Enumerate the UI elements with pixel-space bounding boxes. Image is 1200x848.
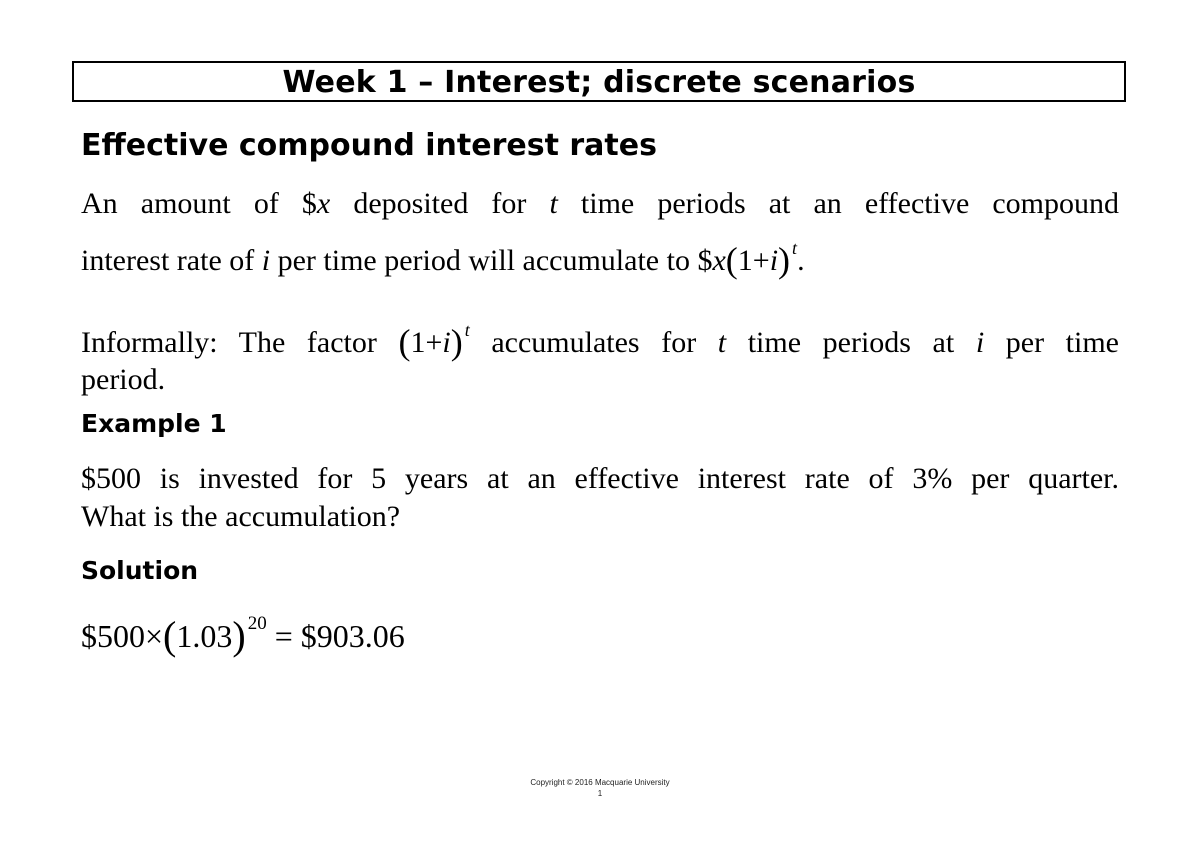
title-box: [72, 61, 1126, 102]
formula-base: 1.03: [176, 618, 233, 654]
formula-exponent: 20: [247, 613, 267, 634]
footer-copyright: Copyright © 2016 Macquarie University: [530, 778, 670, 787]
section-heading: Effective compound interest rates: [81, 128, 657, 163]
page-number: 1: [597, 789, 603, 798]
text-run: An amount of $: [81, 187, 317, 220]
example-heading: Example 1: [81, 409, 227, 438]
math-one-plus: 1+: [410, 326, 443, 359]
example-paragraph: [81, 460, 1119, 536]
text-run: per time period will accumulate to $: [270, 244, 713, 277]
text-run: .: [797, 244, 805, 277]
text-run: Informally: The factor: [81, 326, 399, 359]
solution-formula: [81, 612, 405, 659]
informal-paragraph: [81, 302, 1119, 402]
paren-open: (: [163, 613, 177, 658]
text-run: per time: [984, 326, 1119, 359]
math-variable-i: i: [261, 244, 271, 277]
paren-open: (: [398, 322, 411, 362]
math-exponent-t: t: [464, 320, 470, 340]
math-variable-x: x: [712, 244, 726, 277]
paren-open: (: [725, 240, 738, 280]
definition-line-1: [81, 182, 1119, 226]
text-run: time periods at: [726, 326, 976, 359]
informal-line-2: period.: [81, 363, 166, 396]
math-variable-i: i: [975, 326, 985, 359]
math-variable-i: i: [769, 244, 779, 277]
formula-principal: $500×: [81, 618, 164, 654]
text-run: accumulates for: [469, 326, 718, 359]
text-run: deposited for: [330, 187, 550, 220]
definition-paragraph: [81, 182, 1119, 280]
math-exponent-t: t: [792, 238, 798, 258]
example-line-1: $500 is invested for 5 years at an effective interest rate of 3% per quarter.: [81, 462, 1119, 495]
text-run: time periods at an effective compound: [557, 187, 1119, 220]
definition-line-2: [81, 226, 1119, 280]
paren-close: ): [778, 240, 791, 280]
math-variable-i: i: [442, 326, 451, 359]
math-one-plus: 1+: [737, 244, 770, 277]
math-variable-t: t: [549, 187, 558, 220]
solution-heading: Solution: [81, 556, 199, 585]
formula-result: = $903.06: [266, 618, 405, 654]
informal-line-1: [81, 302, 1119, 362]
example-line-2: What is the accumulation?: [81, 500, 401, 533]
paren-close: ): [450, 322, 463, 362]
text-run: interest rate of: [81, 244, 262, 277]
math-variable-x: x: [316, 187, 331, 220]
page-title: Week 1 – Interest; discrete scenarios: [282, 64, 916, 100]
paren-close: ): [232, 613, 246, 658]
math-variable-t: t: [717, 326, 727, 359]
